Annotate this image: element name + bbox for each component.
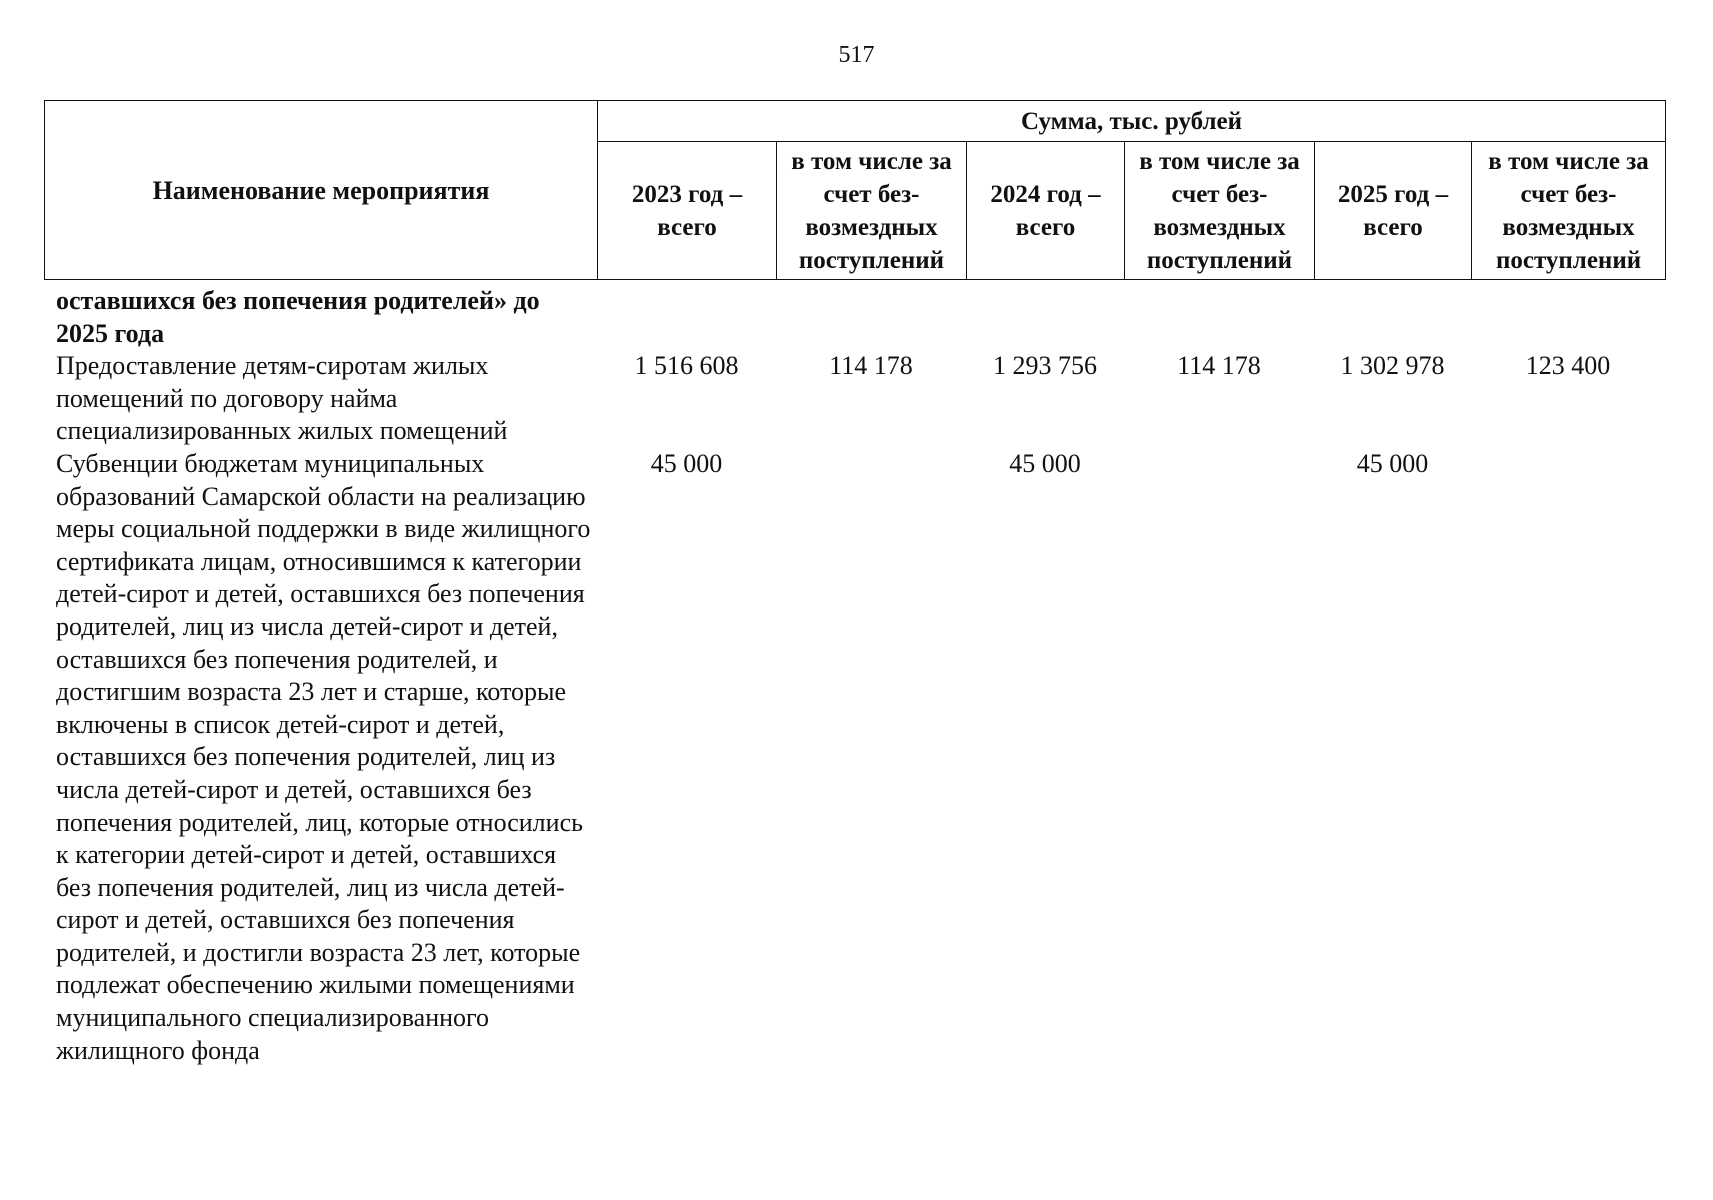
column-header-2024-grants: в том числе за счет без- возмездных поступлений — [1125, 142, 1315, 280]
column-header-2025-total: 2025 год – всего — [1315, 142, 1472, 280]
column-header-name: Наименование мероприятия — [45, 101, 598, 280]
table-row — [44, 350, 1665, 448]
value-2023-total: 45 000 — [650, 448, 723, 478]
column-header-2023-grants: в том числе за счет без- возмездных поступлений — [777, 142, 967, 280]
table-row — [44, 448, 1665, 1067]
row-name: Субвенции бюджетам муниципальных образований Самарской области на реализацию меры социальной поддержки в виде жилищного сертификата лицам, относившимся к категории детей-сирот и детей, оставшихся без попечения родителей, лиц из числа детей-сирот и детей, оставшихся без попечения родителей, и достигшим возраста 23 лет и старше, которые включены в список детей-сирот и детей, оставшихся без попечения родителей, лиц из числа детей-сирот и детей, оставшихся без попечения родителей, лиц, которые относились к категории детей-сирот и детей, оставшихся без попечения родителей, лиц из числа детей-сирот и детей, оставшихся без попечения родителей, и достигли возраста 23 лет, которые подлежат обеспечению жилыми помещениями муниципального специализированного жилищного фонда — [56, 448, 591, 1065]
value-2023-grants: 114 178 — [829, 351, 913, 381]
value-2023-grants — [776, 448, 966, 1067]
value-2025-total: 45 000 — [1356, 448, 1429, 478]
row-name: Предоставление детям-сиротам жилых помещений по договору найма специализированных жилых помещений — [56, 351, 508, 446]
column-header-2023-total: 2023 год – всего — [598, 142, 777, 280]
value-2025-total: 1 302 978 — [1340, 351, 1445, 381]
value-2023-total: 1 516 608 — [634, 351, 739, 381]
page-number: 517 — [838, 42, 875, 68]
column-header-2024-total: 2024 год – всего — [967, 142, 1125, 280]
value-2025-grants: 123 400 — [1525, 351, 1611, 381]
value-2024-grants: 114 178 — [1177, 351, 1261, 381]
column-header-sum: Сумма, тыс. рублей — [598, 101, 1666, 142]
value-2024-total: 45 000 — [1009, 448, 1081, 478]
value-2025-grants — [1471, 448, 1665, 1067]
table-row-continuation — [44, 285, 1665, 350]
value-2024-total: 1 293 756 — [993, 351, 1097, 381]
column-header-2025-grants: в том числе за счет без- возмездных поступлений — [1472, 142, 1666, 280]
table-header — [44, 100, 1666, 280]
value-2024-grants — [1124, 448, 1314, 1067]
row-continuation-title: оставшихся без попечения родителей» до 2025 года — [56, 286, 540, 348]
table-body — [44, 285, 1665, 1067]
